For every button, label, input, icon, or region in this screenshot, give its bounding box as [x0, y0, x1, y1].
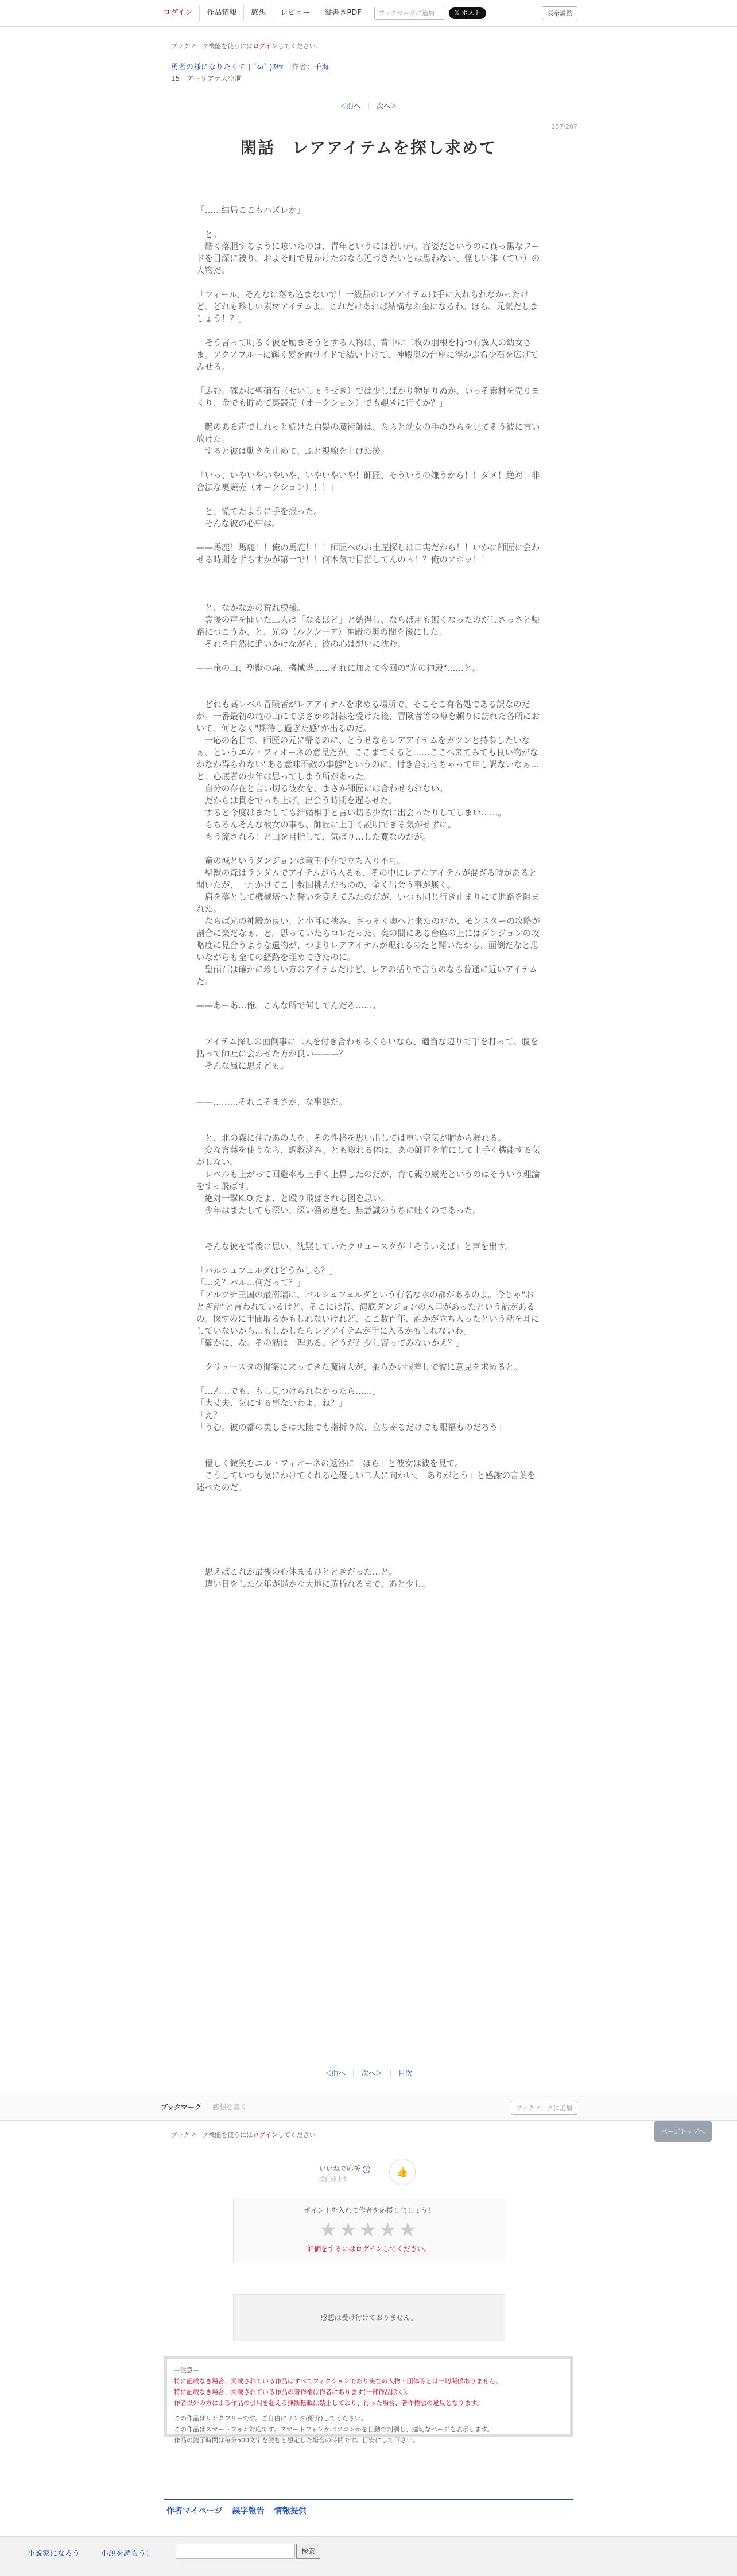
site-footer	[0, 2536, 737, 2576]
body-paragraph	[196, 1373, 541, 1385]
bookmark-bar	[0, 2095, 737, 2121]
body-paragraph	[196, 1084, 541, 1096]
review-link[interactable]: レビュー	[273, 5, 317, 22]
body-paragraph	[196, 674, 541, 686]
impression-closed-box: 感想は受け付けておりません。	[233, 2294, 505, 2341]
rating-login-notice: 評価をするにはログインしてください。	[307, 2245, 431, 2253]
novel-body	[196, 204, 541, 1590]
body-paragraph: ——あーあ…俺、こんな所で何してんだろ……。	[196, 1001, 381, 1011]
star-icon: ★	[339, 2218, 359, 2241]
body-paragraph: クリュースタの提案に乗ってきた魔術人が、柔らかい眼差しで彼に意見を求めると。	[196, 1362, 522, 1372]
star-icon: ★	[379, 2218, 399, 2241]
caution-line: 作品の読了時間は毎分500文字を読むと想定した場合の時間です。目安にして下さい。	[174, 2437, 420, 2444]
prev-link-bottom[interactable]: ＜前へ	[324, 2069, 346, 2077]
bookmark-login-notice-bottom: ブックマーク機能を使うにはログインしてください。	[171, 2131, 322, 2139]
top-nav	[156, 5, 486, 22]
body-paragraph	[196, 457, 541, 469]
body-paragraph: どれも高レベル冒険者がレアアイテムを求める場所で、そこそこ有名処である訳なのだが。一番最初の竜の山にてまさかの討隷を受けた後、冒険者等の噂を頼りに訪れた各所において、何となく"期待し過ぎた感"が出るのだ。	[196, 700, 540, 733]
body-paragraph	[196, 1229, 541, 1241]
novel-title-link[interactable]: 勇者の様になりたくて ( ˘ω˘ )ｽﾔｧ	[171, 63, 284, 72]
body-paragraph: そんな彼を背後に思い、沈黙していたクリュースタが「そういえば」と声を出す。	[196, 1242, 514, 1252]
pager-bottom: ＜前へ | 次へ＞ | 目次	[324, 2069, 413, 2077]
index-link[interactable]: 目次	[398, 2069, 413, 2077]
body-paragraph	[196, 566, 541, 578]
caution-line: この作品はスマートフォン対応です。スマートフォンかパソコンかを自動で判別し、適切なページを表示します。	[174, 2426, 494, 2433]
footer-tabs	[164, 2499, 573, 2520]
syosetu-link[interactable]: 小説家になろう	[28, 2550, 80, 2558]
body-paragraph: 「いっ、いやいやいやいや、いやいやいや！師匠、そういうの嫌うから！！ダメ！絶対！非合法な裏競売（オークション）！！」	[196, 471, 540, 492]
body-paragraph: 「バルシュフェルダはどうかしら？」	[196, 1266, 338, 1276]
body-paragraph	[196, 1446, 541, 1458]
body-paragraph	[196, 1072, 541, 1084]
bookmark-login-notice: ブックマーク機能を使うにはログインしてください。	[171, 42, 322, 50]
body-paragraph	[196, 409, 541, 421]
body-paragraph: アイテム探しの面倒事に二人を付き合わせるくらいなら、適当な辺りで手を打って、腹を括って師匠に会わせた方が良い———？	[196, 1037, 539, 1059]
body-paragraph: と、慌てたように手を振った。	[196, 507, 322, 516]
body-paragraph: もちろんそんな彼女の事も、師匠に上手く説明できる気がせずに。	[196, 820, 456, 830]
page-count: 157/207	[551, 123, 577, 130]
tab-write-impression: 感想を書く	[212, 2103, 247, 2111]
body-paragraph: 竜の城というダンジョンは竜王不在で立ち入り不可。	[196, 856, 406, 866]
body-paragraph	[196, 373, 541, 385]
x-post-button[interactable]: 𝕏 ポスト	[449, 7, 486, 19]
author-label: 作者：	[292, 63, 315, 72]
body-paragraph	[196, 1506, 541, 1518]
thumbs-up-icon: 👍	[397, 2166, 408, 2177]
body-paragraph: だからは貫をでっち上げ、出会う時期を遅らせた。	[196, 796, 397, 806]
body-paragraph	[196, 277, 541, 289]
body-paragraph	[196, 1012, 541, 1024]
body-paragraph	[196, 1518, 541, 1530]
notice-login-link-bottom[interactable]: ログイン	[253, 2131, 278, 2139]
body-paragraph: そんな彼の心中は。	[196, 519, 280, 529]
body-paragraph: 「確かに、な。その話は一理ある。どうだ？少し寄ってみないかえ？」	[196, 1338, 465, 1348]
body-paragraph: レベルも上がって回避率も上手く上昇したのだが、育て親の威光というのはそういう理論をすっ飛ばす。	[196, 1170, 540, 1191]
star-icon: ★	[398, 2218, 419, 2241]
chapter-title: 15 アーリアナ大空洞	[171, 75, 242, 83]
display-settings-button[interactable]: 表示調整	[542, 6, 577, 20]
body-paragraph: 肩を落として機械塔へと誓いを変えてみたのだが、いつも同じ行き止まりにて進路を阻まれた。	[196, 892, 540, 914]
info-provide-link[interactable]: 情報提供	[274, 2507, 307, 2516]
caution-heading: ＋注意＋	[174, 2367, 199, 2374]
body-paragraph: すると今度はまたしても結婚相手と言い切る少女に出会ったりしてしまい……。	[196, 808, 506, 818]
body-paragraph: 「……結局ここもハズレか」	[196, 205, 305, 215]
body-paragraph: もう流されろ！と山を目指して、気ばり…した寛なのだが。	[196, 832, 431, 842]
body-paragraph: 袁援の声を聞いた二人は「なるほど」と納得し、ならば用も無くなったのだしさっさと帰路につこうか、と。光の（ルクシーア）神殿の奥の間を後にした。	[196, 615, 540, 637]
novel-header	[171, 61, 329, 72]
body-paragraph: 「…ん…でも、もし見つけられなかったら……」	[196, 1386, 381, 1396]
body-paragraph	[196, 216, 541, 228]
typo-report-link[interactable]: 誤字報告	[232, 2507, 265, 2516]
body-paragraph: そう言って明るく彼を励まそうとする人物は、背中に二枚の羽根を持つ有翼人の幼女さま。アクアブルーに輝く髪を両サイドで結い上げて、神殿奥の台座に浮かぶ希少石を広げてみせる。	[196, 338, 539, 372]
body-paragraph	[196, 590, 541, 602]
caution-line: 特に記載なき場合、掲載されている作品の著作権は作者にあります(一部作品除く)。	[174, 2388, 413, 2396]
next-link-bottom[interactable]: 次へ＞	[361, 2069, 382, 2077]
body-paragraph	[196, 1542, 541, 1554]
impressions-link[interactable]: 感想	[243, 5, 273, 22]
body-paragraph	[196, 578, 541, 590]
body-paragraph	[196, 494, 541, 506]
notice-login-link[interactable]: ログイン	[253, 42, 278, 50]
like-button	[389, 2159, 416, 2185]
body-paragraph	[196, 988, 541, 1000]
body-paragraph	[196, 1530, 541, 1542]
body-paragraph: 艶のある声でしれっと続けた白髪の魔術師は、ちらと幼女の手のひらを見てそう彼に言い放けた。	[196, 422, 540, 444]
body-paragraph: と、なかなかの荒れ模様。	[196, 603, 305, 613]
star-icon: ★	[359, 2218, 379, 2241]
body-paragraph	[196, 1024, 541, 1036]
body-paragraph: 違い日をした少年が遥かな大地に黄昏れるまで、あと少し。	[196, 1579, 431, 1589]
body-paragraph: すると彼は動きを止めて、ふと視線を上げた後。	[196, 446, 389, 456]
like-label: いいねで応援	[319, 2165, 360, 2173]
author-mypage-link[interactable]: 作者マイページ	[166, 2507, 223, 2516]
pager-top: ＜前へ | 次へ＞	[339, 102, 398, 110]
footer-search-button[interactable]: 検索	[296, 2544, 320, 2559]
body-paragraph	[196, 1120, 541, 1132]
body-paragraph: 「アルツチ王国の最南端に、バルシュフェルダという有名な水の都があるのよ。今じゃ"おとぎ話"と言われているけど、そこには昔、海底ダンジョンの入口があったという話があるの。探すのに手間取るかもしれないけれど、ここ数百年、誰かが立ち入ったという話を耳にしていないから…もしかしたらレアアイテムが手に入るかもしれないわ」	[196, 1290, 540, 1336]
body-paragraph	[196, 686, 541, 698]
page-top-button[interactable]: ページトップへ	[654, 2121, 712, 2142]
body-paragraph: 自分の存在と言い切る彼女を、まさか師匠には合わせられない。	[196, 784, 448, 794]
body-paragraph: 「フィール、そんなに落ち込まないで！一級品のレアアイテムは手に入れられなかったけど、どれも珍しい素材アイテムよ。これだけあれば結構なお金になるわ。ほら、元気だしましょう！？」	[196, 290, 538, 324]
tab-bookmark[interactable]: ブックマーク	[161, 2103, 202, 2111]
body-paragraph: と。	[196, 230, 222, 239]
body-paragraph: ——竜の山、聖獣の森、機械塔……それに加えて今回の"光の神殿"……と。	[196, 663, 481, 673]
caution-line: 特に記載なき場合、掲載されている作品はすべてフィクションであり実在の人物・団体等とは一切関係ありません。	[174, 2377, 502, 2385]
body-paragraph	[196, 1554, 541, 1566]
body-paragraph: 少年はまたしても深い、深い溜め息を、無意識のうちに吐くのであった。	[196, 1206, 482, 1215]
body-paragraph: ならば光の神殿が良い、と小耳に挟み、さっそく奥へと来たのだが、モンスターの攻略が割合に楽だなぁ、と。思っていたらコレだった。奥の間にある台座の上にはダンジョンの攻略度に見合うような遺物が、つまりレアアイテムが現れるのだと聞いたから、面倒だなと思いながらも全ての経路を埋めてきたのに。	[196, 916, 540, 962]
rating-login-link[interactable]: ログイン	[355, 2245, 383, 2253]
novel-info-link[interactable]: 作品情報	[199, 5, 243, 22]
body-paragraph	[196, 1494, 541, 1506]
body-paragraph: 優しく微笑むエル・フィオーネの返答に「ほら」と彼女は彼を見て。	[196, 1459, 463, 1468]
body-paragraph: 「ふむ。確かに聖硝石（せいしょうせき）では少しばかり物足りぬか。いっそ素材を売りまくり、金でも貯めて裏競売（オークション）でも覗きに行くか？」	[196, 386, 540, 408]
body-paragraph: 聖硝石は確かに珍しい方のアイテムだけど、レアの括りで言うのなら普通に近いアイテムだ。	[196, 965, 538, 986]
vertical-pdf-link[interactable]: 縦書きPDF	[317, 5, 368, 22]
prev-link[interactable]: ＜前へ	[339, 102, 360, 110]
body-paragraph: 「大丈夫、気にする事ないわよ。ね？」	[196, 1398, 347, 1408]
body-paragraph	[196, 530, 541, 542]
episode-title: 閑話 レアアイテムを探し求めて	[240, 138, 497, 157]
body-paragraph: 変な言葉を使うなら、調教済み、とも取れる体は、あの師匠を前にして上手く機能する気がしない。	[196, 1145, 541, 1167]
body-paragraph: そんな風に思えども。	[196, 1061, 289, 1071]
author-link[interactable]: 千海	[314, 63, 329, 72]
footer-search-input[interactable]	[176, 2544, 295, 2559]
body-paragraph: それを自然に追いかけながら、彼の心は想いに沈む。	[196, 639, 406, 649]
body-paragraph	[196, 1253, 541, 1265]
body-paragraph: 「…え？バル…何だって？」	[196, 1278, 305, 1288]
body-paragraph: 思えばこれが最後の心休まるひとときだった…と。	[196, 1567, 398, 1577]
body-paragraph: と、北の森に住むあの人を、その性格を思い出しては重い空気が肺から漏れる。	[196, 1133, 506, 1143]
body-paragraph: ——………それこそまさか、な事態だ。	[196, 1097, 347, 1107]
login-link[interactable]: ログイン	[163, 9, 193, 17]
body-paragraph	[196, 1433, 541, 1446]
body-paragraph	[196, 1349, 541, 1361]
body-paragraph	[196, 1217, 541, 1229]
like-status: 受付停止中	[319, 2177, 348, 2183]
body-paragraph: 酷く落胆するように呟いたのは、青年というには若い声。容姿だというのに真っ黒なフードを目深に被り、およそ町で見かけたのなら近づきたいとは思わない、怪しい体（てい）の人物だ。	[196, 242, 540, 275]
caution-line: 作者以外の方による作品の引用を超える無断転載は禁止しており、行った場合、著作権法の違反となります。	[174, 2399, 483, 2407]
body-paragraph	[196, 650, 541, 662]
next-link[interactable]: 次へ＞	[377, 102, 398, 110]
yomou-link[interactable]: 小説を読もう！	[101, 2550, 154, 2558]
bookmark-add-button-bottom[interactable]: ブックマークに追加	[511, 2101, 577, 2115]
body-paragraph: こうしていつも気にかけてくれる心優しい二人に向かい、「ありがとう」と感謝の言葉を述べたのだ。	[196, 1471, 536, 1493]
body-paragraph: 「え？」	[196, 1411, 230, 1420]
body-paragraph	[196, 1108, 541, 1120]
info-icon[interactable]: ?	[363, 2166, 370, 2173]
body-paragraph: 絶対一撃K.O.だよ、と殴り飛ばされる図を思い。	[196, 1194, 390, 1203]
rating-stars	[234, 2218, 505, 2241]
point-title: ポイントを入れて作者を応援しましょう！	[303, 2206, 435, 2214]
caution-line: この作品はリンクフリーです。ご自由にリンク(紹介)してください。	[174, 2415, 367, 2422]
top-bar	[0, 0, 737, 27]
body-paragraph	[196, 325, 541, 337]
body-paragraph: 一応の名目で、師匠の元に帰るのに、どうせならレアアイテムをガツンと持参したいなぁ、というエル・フィオーネの意見だが、ここまでくると……ここへ来てみても良い物がなかなか得られない"ある意味不敵の事態"というのに、付き合わせちゃって申し訳ないなぁ…と。心底者の少年は思ってしまう所があった。	[196, 736, 540, 782]
body-paragraph: ——馬鹿！馬鹿！！俺の馬鹿！！！師匠へのお土産探しは口実だから！！いかに師匠に会わせる時期をずらすかが第一で！！何本気で目指してんのっ！？俺のアホッ！！	[196, 543, 540, 565]
body-paragraph: 「うむ。彼の都の美しさは大陸でも指折り故、立ち寄るだけでも眼福ものだろう」	[196, 1423, 506, 1432]
caution-box	[164, 2356, 573, 2444]
body-paragraph: 聖獣の森はランダムでアイテムがち入るも、その中にレアなアイテムが混ざる時があると聞いたが、一月かけてこ十数回挑んだものの、全く出会う事が無く。	[196, 868, 537, 890]
body-paragraph	[196, 843, 541, 855]
star-icon: ★	[319, 2218, 340, 2241]
bookmark-add-button[interactable]: ブックマークに追加	[374, 7, 444, 20]
like-section	[319, 2163, 370, 2183]
point-rating-box	[233, 2198, 505, 2262]
